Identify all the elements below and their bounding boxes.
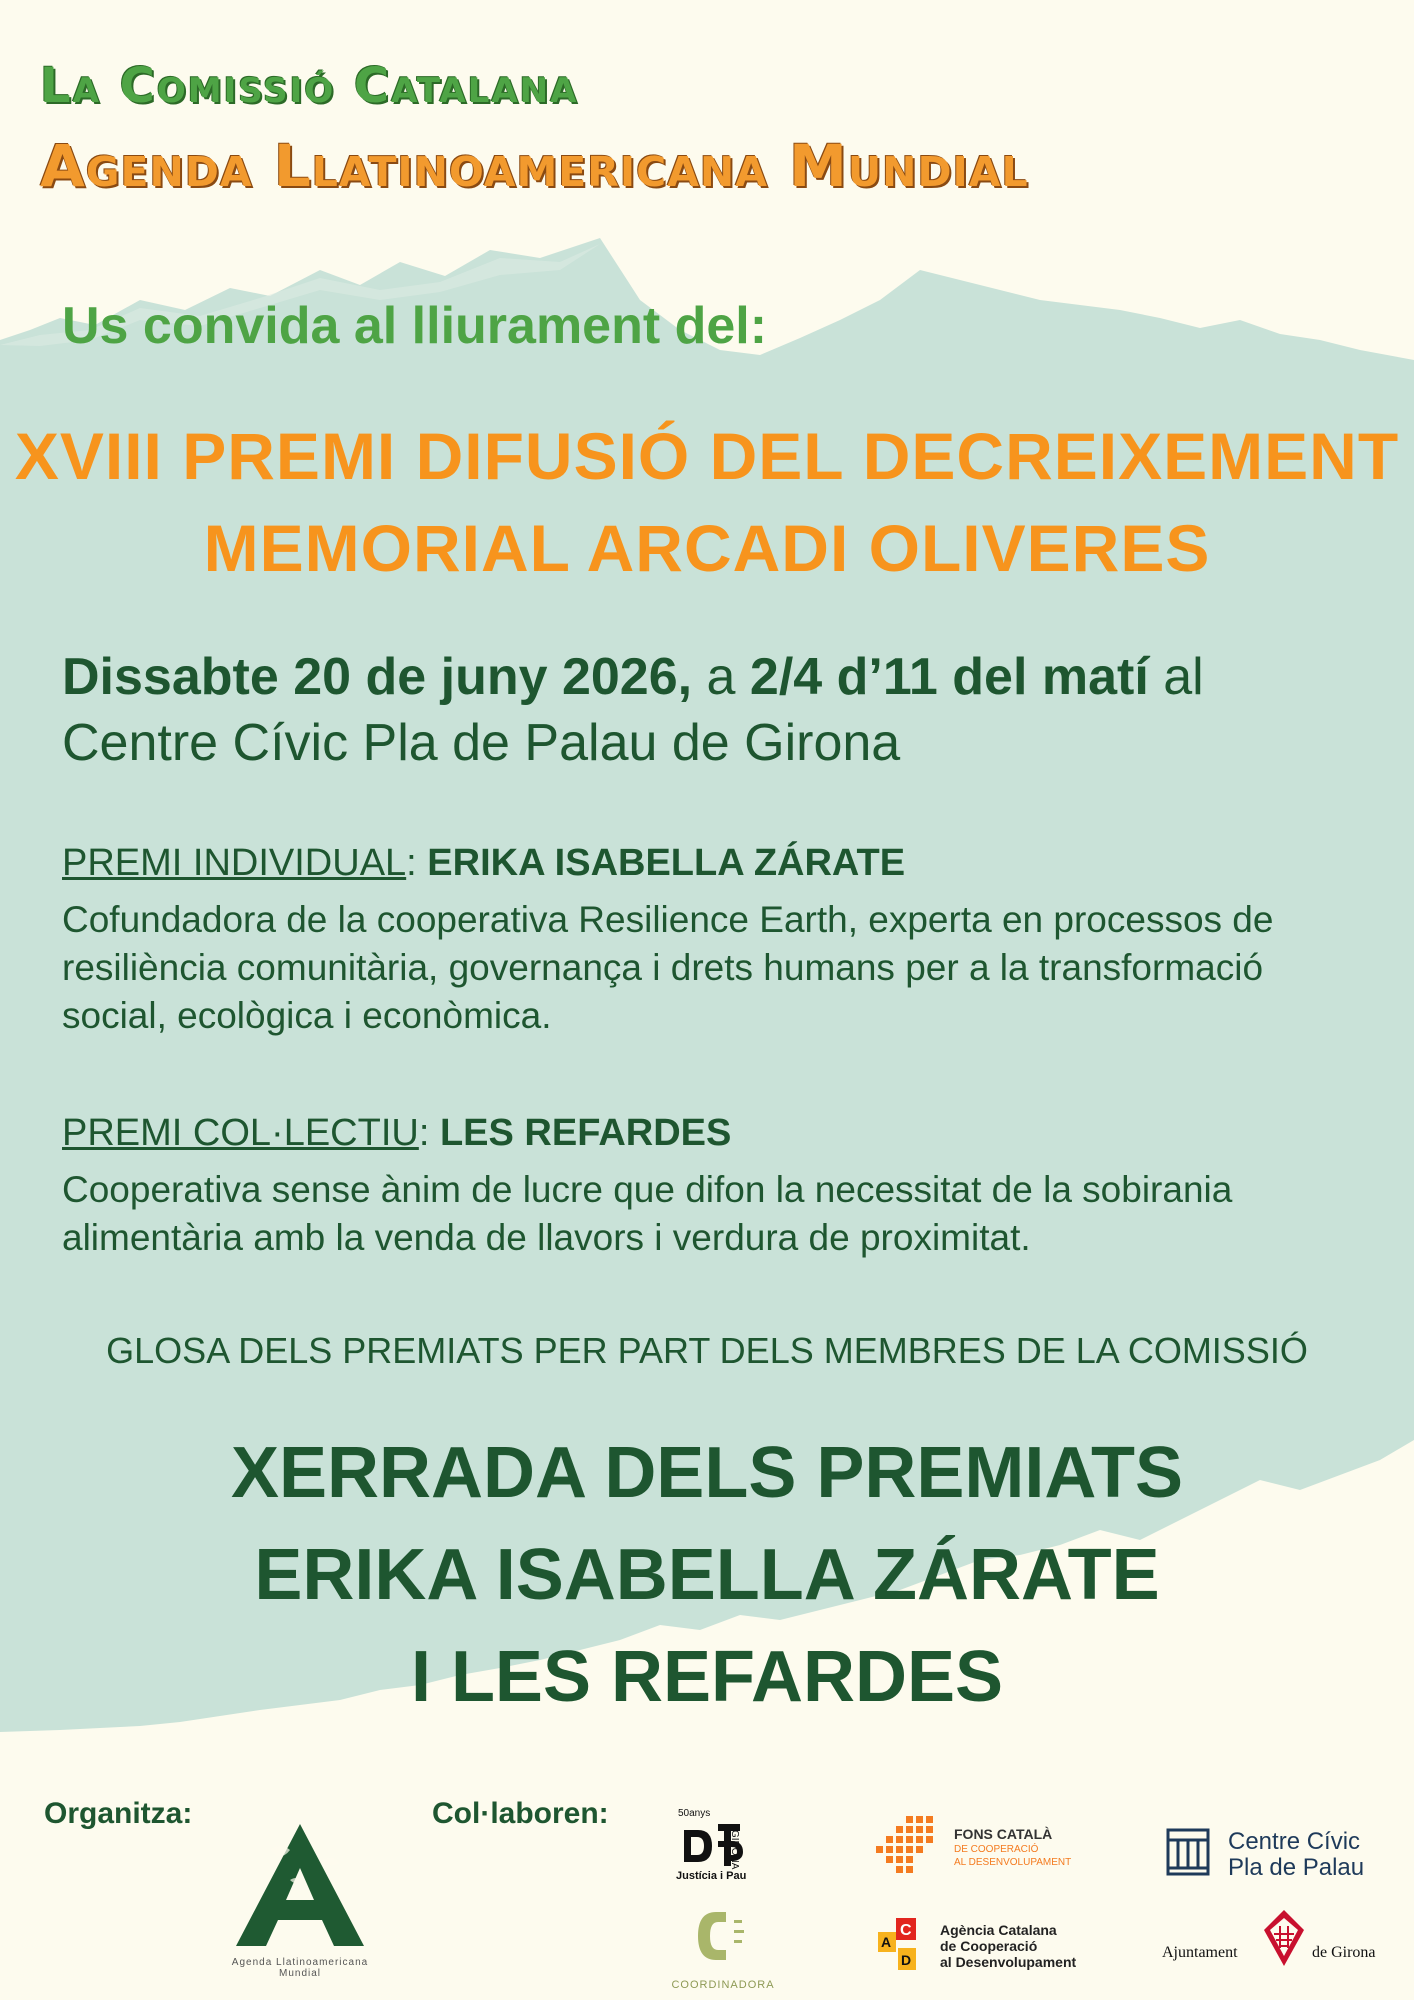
fons-catala-logo (872, 1814, 1092, 1884)
fons-dots-icon (872, 1814, 952, 1884)
event-date: Dissabte 20 de juny 2026, (62, 648, 693, 706)
building-icon (1166, 1828, 1210, 1876)
glosa-text: GLOSA DELS PREMIATS PER PART DELS MEMBRES DE LA COMISSIÓ (106, 1330, 1308, 1371)
talk-line-1: XERRADA DELS PREMIATS (230, 1433, 1184, 1513)
prize-collective-description: Cooperativa sense ànim de lucre que difon la necessitat de la sobirania alimentària amb la venda de llavors i verdura de proximitat. (62, 1169, 1233, 1258)
agenda-a-icon (230, 1820, 370, 1950)
svg-text:A: A (881, 1934, 892, 1950)
title-line-2: MEMORIAL ARCADI OLIVERES (203, 511, 1211, 585)
ajuntament-left: Ajuntament (1162, 1944, 1238, 1961)
centre-line-2: Pla de Palau (1228, 1854, 1365, 1881)
event-time: 2/4 d’11 del matí (749, 648, 1149, 706)
organiza-label: Organitza: (44, 1797, 193, 1830)
agenda-logo-line-1: Agenda Llatinoamericana (231, 1957, 369, 1968)
header-line-1: La Comissió Catalana (40, 58, 579, 114)
acd-mark-icon (876, 1916, 932, 1972)
jp-city: GIRONA (729, 1830, 740, 1870)
girona-shield-icon (1260, 1908, 1308, 1968)
centre-line-1: Centre Cívic (1228, 1828, 1361, 1855)
centre-civic-logo (1166, 1826, 1386, 1886)
prize-individual-label: PREMI INDIVIDUAL (62, 842, 407, 884)
coordinadora-c-icon (668, 1906, 778, 1966)
svg-text:C: C (900, 1922, 912, 1939)
talk-line-3: I LES REFARDES (410, 1637, 1004, 1717)
prize-collective-label: PREMI COL·LECTIU (62, 1112, 419, 1154)
prize-collective-heading: PREMI COL·LECTIU: LES REFARDES (62, 1112, 732, 1154)
coordinadora-logo (668, 1906, 778, 1991)
agenda-logo-line-2: Mundial (278, 1968, 322, 1979)
fons-line-3: AL DESENVOLUPAMENT (954, 1857, 1072, 1868)
prize-collective-name: LES REFARDES (439, 1112, 732, 1154)
svg-text:D: D (901, 1952, 912, 1968)
ajuntament-right: de Girona (1312, 1944, 1376, 1961)
invite-text: Us convida al lliurament del: (62, 297, 768, 355)
agenda-logo (230, 1820, 370, 1979)
fons-line-1: FONS CATALÀ (954, 1826, 1053, 1842)
prize-individual-heading: PREMI INDIVIDUAL: ERIKA ISABELLA ZÁRATE (62, 842, 906, 884)
jp-mark-icon (674, 1820, 754, 1870)
event-separator: a (692, 648, 750, 706)
jp-years: 50anys (678, 1808, 711, 1819)
title-line-1: XVIII PREMI DIFUSIÓ DEL DECREIXEMENT (14, 419, 1400, 493)
ajuntament-girona-logo (1162, 1908, 1392, 1974)
jp-name: Justícia i Pau (676, 1870, 747, 1882)
acd-line-3: al Desenvolupament (940, 1954, 1077, 1970)
acd-line-1: Agència Catalana (940, 1922, 1057, 1938)
event-place: al Centre Cívic Pla de Palau de Girona (62, 648, 1204, 772)
justicia-i-pau-logo (672, 1808, 772, 1888)
coordinadora-name: COORDINADORA (671, 1979, 775, 1991)
event-details (62, 644, 1362, 776)
prize-individual-name: ERIKA ISABELLA ZÁRATE (427, 842, 906, 884)
collab-label: Col·laboren: (432, 1797, 609, 1830)
acd-line-2: de Cooperació (940, 1938, 1038, 1954)
header-line-2: Agenda Llatinoamericana Mundial (40, 132, 1029, 200)
fons-line-2: DE COOPERACIÓ (954, 1844, 1039, 1855)
acd-logo (876, 1916, 1106, 1976)
prize-individual-description: Cofundadora de la cooperativa Resilience Earth, experta en processos de resiliència comunitària, governança i drets humans per a la transformació social, ecològica i econòmica. (62, 899, 1274, 1036)
talk-line-2: ERIKA ISABELLA ZÁRATE (254, 1535, 1160, 1615)
